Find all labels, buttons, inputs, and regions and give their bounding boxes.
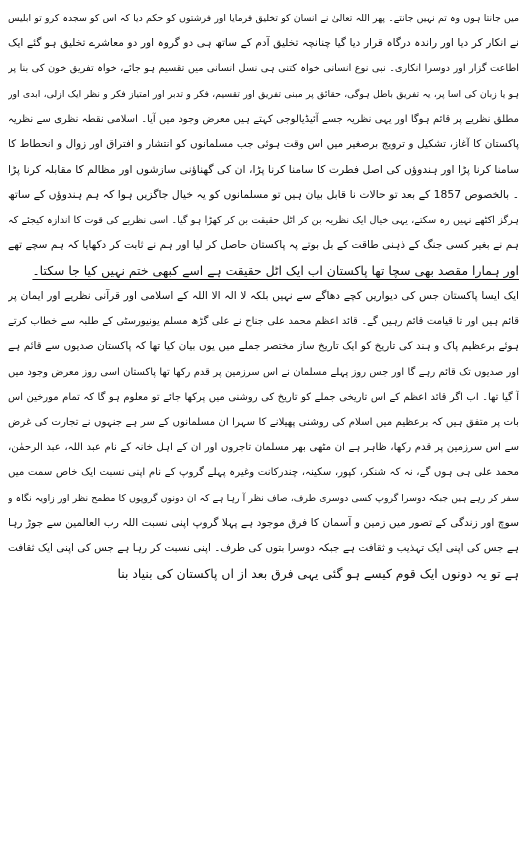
text-line: سوچ اور زندگی کے تصور میں زمین و آسمان کا فرق موجود ہے پہلا گروپ اپنی نسبت اللہ رب العالمین سے جوڑ رہا	[8, 516, 519, 529]
text-line: آ گیا تھا۔ اب اگر قائد اعظم کے اس تاریخی جملے کو تاریخ کی روشنی میں پرکھا جائے تو معلوم ہو گا کہ تمام مورخین اس	[8, 391, 519, 403]
paragraph-2	[8, 284, 519, 586]
text-line: ایک ایسا پاکستان جس کی دیواریں کچے دھاگے سے نہیں بلکہ لا الہ الا اللہ کے اسلامی اور قرآنی نظریے اور ایمان پر	[8, 290, 519, 303]
text-line: قائم ہیں اور تا قیامت قائم رہیں گے۔ قائد اعظم محمد علی جناح نے علی گڑھ مسلم یونیورسٹی کے طلبہ سے خطاب کرتے	[8, 316, 519, 328]
text-line: سفر کر رہے ہیں جبکہ دوسرا گروپ کسی دوسری طرف، صاف نظر آ رہا ہے کہ ان دونوں گروپوں کا مطمح نظر اور زاویہ نگاہ و	[8, 492, 519, 504]
text-line: ہے جس کی اپنی ایک تہذیب و ثقافت ہے جبکہ دوسرا بتوں کی طرف۔ اپنی نسبت کر رہا ہے جس کی اپنی ایک ثقافت	[8, 541, 519, 554]
text-line: ہے تو یہ دونوں ایک قوم کیسے ہو گئی یہی فرق بعد از اں پاکستان کی بنیاد بنا	[117, 566, 519, 582]
text-line: ہم نے بغیر کسی جنگ کے ذہنی طاقت کے بل بوتے پہ پاکستان حاصل کر لیا اور ہم نے ثابت کر دکھایا کہ ہم سچے تھے	[8, 238, 519, 251]
text-line: محمد علی ہی ہوں گے، نہ کہ شنکر، کپور، سکینہ، چندرکانت وغیرہ پہلے گروپ کے نام اپنی نسبت ایک خاص سمت میں	[8, 467, 519, 479]
text-line: اور صدیوں تک قائم رہے گا اور جس روز پہلے مسلمان نے اس سرزمین پر قدم رکھا تھا پاکستان اسی روز معرض وجود میں	[8, 366, 519, 378]
paragraph-1	[8, 6, 519, 283]
text-line: ۔ بالخصوص 1857 کے بعد تو حالات نا قابل بیان ہیں تو مسلمانوں کو یہ خیال جاگزیں ہوا کہ ہم ہندوؤں کے ساتھ	[8, 188, 519, 202]
text-line: نے انکار کر دیا اور راندہ درگاہ قرار دیا گیا چنانچہ تخلیق آدم کے ساتھ ہی دو گروہ اور دو معاشرے تخلیق ہو گئے ایک	[8, 37, 519, 50]
text-line: ہرگز اکٹھے نہیں رہ سکتے، یہی خیال ایک نظریہ بن کر اٹل حقیقت بن کر کھڑا ہو گیا۔ اسی نظریے کی قوت کا اندازہ کیجئے کہ	[8, 214, 519, 226]
text-line: بات پر متفق ہیں کہ برعظیم میں اسلام کی روشنی پھیلانے کا سہرا ان مسلمانوں کے سر ہے جنہوں نے تجارت کی غرض	[8, 417, 519, 428]
text-line: پاکستان کا آغاز، تشکیل و ترویج برصغیر میں اس وقت ہوئی جب مسلمانوں کو انتشار و افتراق اور زوال و انحطاط کا	[8, 137, 519, 150]
text-line: ہوئے برعظیم پاک و ہند کی تاریخ کو ایک تاریخ ساز مختصر جملے میں یوں بیان کیا تھا کہ پاکستان صدیوں سے قائم ہے	[8, 340, 519, 353]
text-line: اطاعت گزار اور دوسرا انکاری۔ نبی نوع انسانی خواہ کتنی ہی نسل انسانی میں تقسیم ہو جائے، خواہ تفریق خون کی بنا پر	[8, 63, 519, 75]
text-line: مطلق نظریے پر قائم ہوگا اور یہی نظریہ جسے آئیڈیالوجی کہتے ہیں معرض وجود میں آیا۔ اسلامی نقطہ نظری سے نظریہ	[8, 113, 519, 125]
text-line: اور ہمارا مقصد بھی سچا تھا پاکستان اب ایک اٹل حقیقت ہے اسے کبھی ختم نہیں کیا جا سکتا۔	[32, 262, 519, 278]
text-line: ہو یا زبان کی اسا پر، یہ تفریق باطل ہوگی، حقائق پر مبنی تفریق اور تقسیم، فکر و تدبر اور امتیاز فکر و نظر ایک ازلی، ابدی اور	[8, 88, 519, 100]
text-line: سامنا کرنا پڑا اور ہندوؤں کی اصل فطرت کا سامنا کرنا پڑا، ان کی گھناؤنی سازشوں اور مظالم کا مقابلہ کرنا پڑا	[8, 163, 519, 177]
text-line: میں جانتا ہوں وہ تم نہیں جانتے۔ پھر اللہ تعالیٰ نے انسان کو تخلیق فرمایا اور فرشتوں کو حکم دیا کہ اس کو سجدہ کرو تو ابلیس	[8, 13, 519, 24]
text-line: سے اس سرزمین پر قدم رکھا، ظاہر ہے ان مٹھی بھر مسلمان تاجروں اور ان کے اہل خانہ کے نام عبد اللہ، عبد الرحمٰن،	[8, 442, 519, 454]
